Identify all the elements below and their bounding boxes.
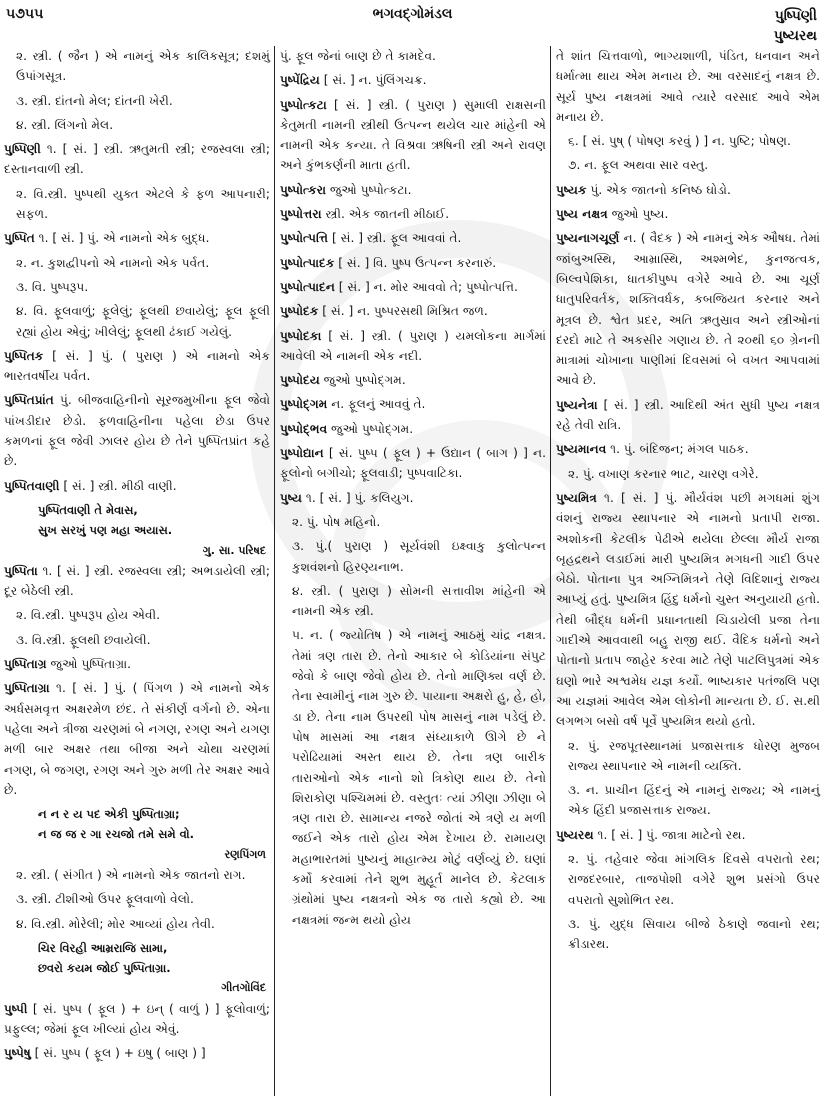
dictionary-entry <box>280 326 546 367</box>
dictionary-entry <box>556 825 820 845</box>
dictionary-entry <box>556 204 820 224</box>
headword: પુષ્યમિત્ર <box>556 490 597 505</box>
dictionary-entry <box>556 439 820 459</box>
definition-text: ૧. [ સં. ] પું. મૌર્યવંશ પછી મગધમાં શુંગ વંશનું રાજ્ય સ્થાપનાર એ નામનો પ્રતાપી રાજા. અશોકની કેટલીક પેઢીએ થયેલા છેલ્લા મૌર્ય રાજા બૃહદ્રથને લડાઈમાં મારી પુષ્યમિત્ર મગધની ગાદી ઉપર બેઠો. પોતાના પુત્ર અગ્નિમિત્રને તેણે વિદિશાનું રાજ્ય આપ્યું હતું. પુષ્યમિત્ર હિંદુ ધર્મનો ચુસ્ત અનુયાયી હતો. તેથી બૌદ્ધ ધર્મની પ્રધાનતાથી ચિડાયેલી પ્રજા તેના ગાદીએ આવવાથી બહુ રાજી થઈ. વૈદિક ધર્મનો અને પોતાનો પ્રતાપ જાહેર કરવા માટે તેણે પાટલિપુત્રમાં એક ઘણો ભારે અશ્વમેધ યજ્ઞ કર્યો. ભાષ્યકાર પતંજલિ પણ આ યજ્ઞમાં આવેલ એમ લોકોની માન્યતા છે. ઈ. સ.થી લગભગ બસો વર્ષ પૂર્વે પુષ્યમિત્ર થયો હતો. <box>556 490 820 729</box>
dictionary-entry <box>4 678 270 800</box>
column-1 <box>4 46 270 1103</box>
definition-text: જુઓ પુષ્પોત્કટા. <box>326 182 412 197</box>
definition-text: ૧. [ સં. ] સ્ત્રી. રજસ્વલા સ્ત્રી; અભડાયેલી સ્ત્રી; દૂર બેઠેલી સ્ત્રી. <box>4 563 270 599</box>
quotation-verse: પુષ્પિતવાણી તે મેવાસ, <box>38 502 138 517</box>
continued-definition: પું. ફૂલ જેનાં બાણ છે તે કામદેવ. <box>280 49 436 63</box>
definition-text: જુઓ પુષ્ય. <box>607 207 669 222</box>
headword: પુષ્પોત્પાદન <box>280 279 335 294</box>
dictionary-entry <box>4 654 270 674</box>
quotation-source: રણપિંગળ <box>224 847 266 861</box>
headword: પુષ્પિતવાણી <box>4 478 60 493</box>
dictionary-entry <box>556 395 820 436</box>
definition-text: પું. બીજવાહિનીનો સૂરજમુખીના ફૂલ જેવો પાંખડીદાર છેડો. ફળવાહિનીના પહેલા છેડા ઉપર કમળનાં ફૂલ જેવી ઝાલર હોય છે તેને પુષ્પિતપ્રાંત કહે છે. <box>4 393 270 469</box>
headword: પુષ્પિતક <box>4 348 44 363</box>
headword: પુષ્યરથ <box>556 827 594 842</box>
headword: પુષ્પિણી <box>4 142 41 157</box>
dictionary-entry <box>280 443 546 484</box>
headword: પુષ્પેંદ્રિય <box>280 73 320 88</box>
headword: પુષ્પોદ્ગમ <box>280 397 328 412</box>
definition-text: ૧. [ સં. ] પું. કલિયુગ. <box>302 490 414 505</box>
headword: પુષ્પોત્કટા <box>280 97 327 112</box>
definition-text: [ સં. પુષ્પ ( ફૂલ ) + ઇષુ ( બાણ ) ] <box>30 1046 206 1061</box>
headword: પુષ્પેષુ <box>4 1046 31 1061</box>
continued-definition: તે શાંત ચિત્તવાળો, ભાગ્યશાળી, પંડિત, ધનવાન અને ધર્માત્મા થાય એમ મનાય છે. આ વરસાદનું નક્ષત્ર છે. સૂર્ય પુષ્ય નક્ષત્રમાં આવે ત્યારે વરસાદ આવે એમ મનાય છે. <box>556 49 820 124</box>
headword: પુષ્પિત <box>4 231 35 246</box>
headword: પુષ્પોદક <box>280 304 319 319</box>
headword: પુષ્પિતાગ્રા <box>4 681 50 696</box>
dictionary-entry <box>556 228 820 390</box>
quotation-verse: ન ન ર ય પદ એકી પુષ્પિતાગ્રા; <box>38 807 180 822</box>
dictionary-entry <box>4 1043 270 1063</box>
dictionary-entry <box>280 301 546 321</box>
guide-word-first: પુષ્પિણી <box>774 8 817 24</box>
definition-text: ન. ફૂલનું આવવું તે. <box>327 397 426 412</box>
dictionary-entry <box>4 999 270 1040</box>
definition-text: [ સં. પુષ્પ ( ફૂલ ) + ઇન્ ( વાળું ) ] ફૂલોવાળું; પ્રફુલ્લ; જેમાં ફૂલ ખીલ્યાં હોય એવું. <box>4 1001 270 1037</box>
quotation-verse: ચિર વિરહી આમ્રરાજિ સામા, <box>38 940 168 955</box>
definition-text: [ સં. ] સ્ત્રી. મીઠી વાણી. <box>59 478 177 493</box>
headword: પુષ્પોદ્ભવ <box>280 421 328 436</box>
sense-definition: ૪. સ્ત્રી. ( પુરાણ ) સોમની સત્તાવીશ માંહેની એ નામની એક સ્ત્રી. <box>292 583 546 619</box>
sense-definition: ૨. વિ.સ્ત્રી. પુષ્પથી યુક્ત એટલે કે ફળ આપનારી; સફળ. <box>16 186 270 222</box>
headword: પુષ્યક <box>556 182 587 197</box>
definition-text: [ સં. ] સ્ત્રી. આદિથી અંત સુધી પુષ્ય નક્ષત્ર રહે તેવી રાત્રિ. <box>556 397 820 433</box>
dictionary-entry <box>280 253 546 273</box>
quotation-verse: છવરો કયમ જોઈ પુષ્પિતાગ્રા. <box>38 961 171 976</box>
definition-text: ૧. [ સં. ] પું. ( પિંગળ ) એ નામનો એક અર્ધસમવૃત્ત અક્ષરમેળ છંદ. તે સંકીર્ણ વર્ગનો છે. એના પહેલા અને ત્રીજા ચરણમાં બે નગણ, રગણ અને યગણ મળી બાર અક્ષર તથા બીજા અને ચોથા ચરણમાં નગણ, બે જગણ, રગણ અને ગુરુ મળી તેર અક્ષર આવે છે. <box>4 681 270 797</box>
dictionary-entry <box>280 228 546 248</box>
column-2 <box>280 46 546 1103</box>
sense-definition: ૨. સ્ત્રી. ( સંગીત ) એ નામનો એક જાતનો રાગ. <box>16 867 246 882</box>
headword: પુષ્પોત્કરા <box>280 182 326 197</box>
headword: પુષ્પિતા <box>4 563 38 578</box>
sense-definition: ૩. સ્ત્રી. ટીશીઓ ઉપર ફૂલવાળો વેલો. <box>16 892 194 907</box>
dictionary-entry <box>280 95 546 176</box>
sense-definition: ૩. વિ. પુષ્પરૂપ. <box>16 279 89 294</box>
definition-text: [ સં. ] ન. પુષ્પરસથી મિશ્રિત જળ. <box>318 304 488 319</box>
dictionary-entry <box>280 204 546 224</box>
dictionary-entry <box>4 476 270 496</box>
sense-definition: ૪. વિ.સ્ત્રી. મોરેલી; મોર આવ્યાં હોય તેવી. <box>16 916 215 931</box>
dictionary-entry <box>280 277 546 297</box>
dictionary-entry <box>280 394 546 414</box>
headword: પુષ્પી <box>4 1001 28 1016</box>
sense-definition: ૨. વિ.સ્ત્રી. પુષ્પરૂપ હોય એવી. <box>16 608 160 623</box>
definition-text: ૧. [ સં. ] પું. એ નામનો એક બુદ્ધ. <box>34 231 210 246</box>
definition-text: પું. એક જાતનો કનિષ્ઠ ઘોડો. <box>586 182 731 197</box>
quotation-source: ગુ. સા. પરિષદ <box>202 543 266 557</box>
headword: પુષ્યમાનવ <box>556 442 607 457</box>
sense-definition: ૫. ન. ( જ્યોતિષ ) એ નામનું આઠમું ચાંદ્ર નક્ષત્ર. તેમાં ત્રણ તારા છે. તેનો આકાર બે કોડિયાંના સંપુટ જેવો કે બાણ જેવો હોય છે. તેનો માણિક્ય વર્ણ છે. તેના સ્વામીનું નામ ગુરુ છે. પાયાના અક્ષરો હુ, હે, હો, ડા છે. તેના નામ ઉપરથી પોષ માસનું નામ પડેલું છે. પોષ માસમાં આ નક્ષત્ર સંધ્યાકાળે ઊગે છે ને પરોઢિયામાં અસ્ત થાય છે. તેના ત્રણ બારીક તારાઓનો એક નાનો શો ત્રિકોણ થાય છે. તેનો શિરાકોણ પશ્ચિમમાં છે. વસ્તુતઃ ત્યાં ઝીણા ઝીણા બે ત્રણ તારા છે. સામાન્ય નજરે જોતાં એ ત્રણે ય મળી જઈને એક તારો હોય એમ દેખાય છે. રામાયણ મહાભારતમાં પુષ્યનું માહાત્મ્ય મોટું વર્ણવ્યું છે. ઘણાં કર્મો કરવામાં તેને શુભ મુહૂર્ત માનેલ છે. કેટલાક ગ્રંથોમાં પુષ્ય નક્ષત્રનો એક જ તારો કહ્યો છે. આ નક્ષત્રમાં જન્મ થયો હોય <box>292 628 546 927</box>
page-number: ૫૭૫૫ <box>6 6 44 22</box>
dictionary-entry <box>4 228 270 248</box>
definition-text: [ સં. ] સ્ત્રી. ( પુરાણ ) સુમાલી રાક્ષસની કેતુમતી નામની સ્ત્રીથી ઉત્પન્ન થયેલ ચાર માંહેની એ નામની એક કન્યા. તે વિશ્રવા ઋષિની સ્ત્રી અને રાવણ અને કુંભકર્ણની માતા હતી. <box>280 97 546 173</box>
quotation-source: ગીતગોવિંદ <box>221 981 266 995</box>
sense-definition: ૨. પું. તહેવાર જેવા માંગલિક દિવસે વપરાતો રથ; રાજદરબાર, તાજપોશી વગેરે શુભ પ્રસંગો ઉપર વપરાતો સુશોભિત રથ. <box>568 851 820 907</box>
sense-definition: ૨. પું. વખાણ કરનાર ભાટ, ચારણ વગેરે. <box>568 466 759 481</box>
definition-text: સ્ત્રી. એક જાતની મીઠાઈ. <box>321 207 450 222</box>
sense-definition: ૩. સ્ત્રી. દાંતનો મેલ; દાંતની ખેરી. <box>16 93 173 108</box>
running-title: ભગવદ્ગોમંડલ <box>372 6 453 22</box>
column-3 <box>556 46 820 1103</box>
headword: પુષ્પોદ્યાન <box>280 446 324 461</box>
headword: પુષ્પોદકા <box>280 328 322 343</box>
headword: પુષ્યનાગચૂર્ણ <box>556 231 620 246</box>
definition-text: જુઓ પુષ્પોદ્ગમ. <box>327 421 414 436</box>
definition-text: [ સં. ] સ્ત્રી. ફૂલ આવવાં તે. <box>328 231 462 246</box>
dictionary-entry <box>280 70 546 90</box>
dictionary-entry <box>280 488 546 508</box>
headword: પુષ્પિતાગ્ર <box>4 657 47 672</box>
sense-definition: ૬. [ સં. પુષ્ ( પોષણ કરવું ) ] ન. પુષ્ટિ; પોષણ. <box>568 134 791 149</box>
sense-definition: ૪. વિ. ફૂલવાળું; ફૂલેલું; ફૂલથી છવાયેલું; ફૂલ ફૂલી રહ્યાં હોય એવું; ખીલેલું; ફૂલથી ઢંકાઈ ગયેલું. <box>16 304 270 339</box>
definition-text: જુઓ પુષ્પોદ્ગમ. <box>319 373 406 388</box>
headword: પુષ્પોત્પત્તિ <box>280 231 329 246</box>
definition-text: [ સં. ] ન. પુંલિંગચક્ર. <box>319 73 427 88</box>
headword: પુષ્પોત્તરા <box>280 207 322 222</box>
guide-word-last: પુષ્યરથ <box>773 28 817 44</box>
sense-definition: ૨. પું. પોષ મહિનો. <box>292 514 381 529</box>
sense-definition: ૨. સ્ત્રી. ( જૈન ) એ નામનું એક કાલિકસૂત્ર; દશમું ઉપાંગસૂત્ર. <box>16 49 270 84</box>
dictionary-entry <box>556 488 820 732</box>
sense-definition: ૩. પું. યુદ્ધ સિવાય બીજે ઠેકાણે જવાનો રથ; ક્રીડારથ. <box>568 916 820 952</box>
headword: પુષ્પિતપ્રાંત <box>4 393 54 408</box>
dictionary-entry <box>556 180 820 200</box>
dictionary-entry <box>4 561 270 602</box>
dictionary-entry <box>4 139 270 180</box>
headword: પુષ્ય <box>280 490 303 505</box>
dictionary-entry <box>280 419 546 439</box>
sense-definition: ૨. ન. કુશદ્વીપનો એ નામનો એક પર્વત. <box>16 255 210 270</box>
dictionary-entry <box>280 370 546 390</box>
dictionary-entry <box>4 390 270 471</box>
definition-text: [ સં. ] વિ. પુષ્પ ઉત્પન્ન કરનારું. <box>334 255 497 270</box>
dictionary-entry <box>280 180 546 200</box>
definition-text: ન. ( વૈદક ) એ નામનું એક ઔષધ. તેમાં જાંબુઅસ્થિ, આમ્રાસ્થિ, અશ્મભેદ, કુનજત્વક, બિલ્વપેશિકા, ધાતકીપુષ્પ વગેરે આવે છે. આ ચૂર્ણ ધાતુપરિવર્તક, શક્તિવર્ધક, કબજિયત કરનાર અને મૂત્રલ છે. શ્વેત પ્રદર, અતિ ઋતુસ્રાવ અને સ્ત્રીઓનાં દરદો માટે તે અકસીર ગણાય છે. તે ૨૦થી ૬૦ ગ્રેનની માત્રામાં ચોખાના પાણીમાં દિવસમાં બે વખત આપવામાં આવે છે. <box>556 231 820 388</box>
sense-definition: ૩. ન. પ્રાચીન હિંદનું એ નામનું રાજ્ય; એ નામનું એક હિંદી પ્રજાસત્તાક રાજ્ય. <box>568 783 820 818</box>
page-header <box>0 4 825 48</box>
quotation-verse: ન જ જ ર ગા રચજો તમે સમે વો. <box>38 827 194 842</box>
quotation-verse: સુખ સરખું પણ મહા અયાસ. <box>38 523 173 538</box>
sense-definition: ૭. ન. ફૂલ અથવા સાર વસ્તુ. <box>568 158 709 173</box>
guide-words <box>774 6 817 46</box>
definition-text: [ સં. ] પું. ( પુરાણ ) એ નામનો એક ભારતવર્ષીય પર્વત. <box>4 348 270 384</box>
sense-definition: ૩. પું.( પુરાણ ) સૂર્યવંશી ઇક્ષ્વાકુ કુલોત્પન્ન કુશવંશનો હિરણ્યનાભ. <box>292 539 546 574</box>
definition-text: ૧. [ સં. ] સ્ત્રી. ઋતુમતી સ્ત્રી; રજસ્વલા સ્ત્રી; દસ્તાનવાળી સ્ત્રી. <box>4 142 270 177</box>
sense-definition: ૪. સ્ત્રી. લિંગનો મેલ. <box>16 117 114 132</box>
sense-definition: ૨. પું. રજપૂતસ્થાનમાં પ્રજાસત્તાક ધોરણ મુજબ રાજ્ય સ્થાપનાર એ નામની વ્યક્તિ. <box>568 738 820 773</box>
definition-text: [ સં. ] ન. મોર આવવો તે; પુષ્પોત્પત્તિ. <box>334 279 518 294</box>
definition-text: [ સં. પુષ્પ ( ફૂલ ) + ઉદ્યાન ( બાગ ) ] ન. ફૂલોનો બગીચો; ફૂલવાડી; પુષ્પવાટિકા. <box>280 446 546 481</box>
headword: પુષ્ય નક્ષત્ર <box>556 207 608 222</box>
definition-text: ૧. પું. બંદિજન; મંગલ પાઠક. <box>606 442 749 457</box>
headword: પુષ્પોત્પાદક <box>280 255 335 270</box>
definition-text: [ સં. ] સ્ત્રી. ( પુરાણ ) યમલોકના માર્ગમાં આવેલી એ નામની એક નદી. <box>280 328 546 363</box>
definition-text: ૧. [ સં. ] પું. જાત્રા માટેનો રથ. <box>593 827 746 842</box>
dictionary-entry <box>4 346 270 387</box>
headword: પુષ્પોદય <box>280 373 320 388</box>
headword: પુષ્યનેત્રા <box>556 397 598 412</box>
sense-definition: ૩. વિ.સ્ત્રી. ફૂલથી છવાયેલી. <box>16 632 151 647</box>
definition-text: જુઓ પુષ્પિતાગ્રા. <box>46 657 132 672</box>
dictionary-columns <box>0 46 825 1103</box>
